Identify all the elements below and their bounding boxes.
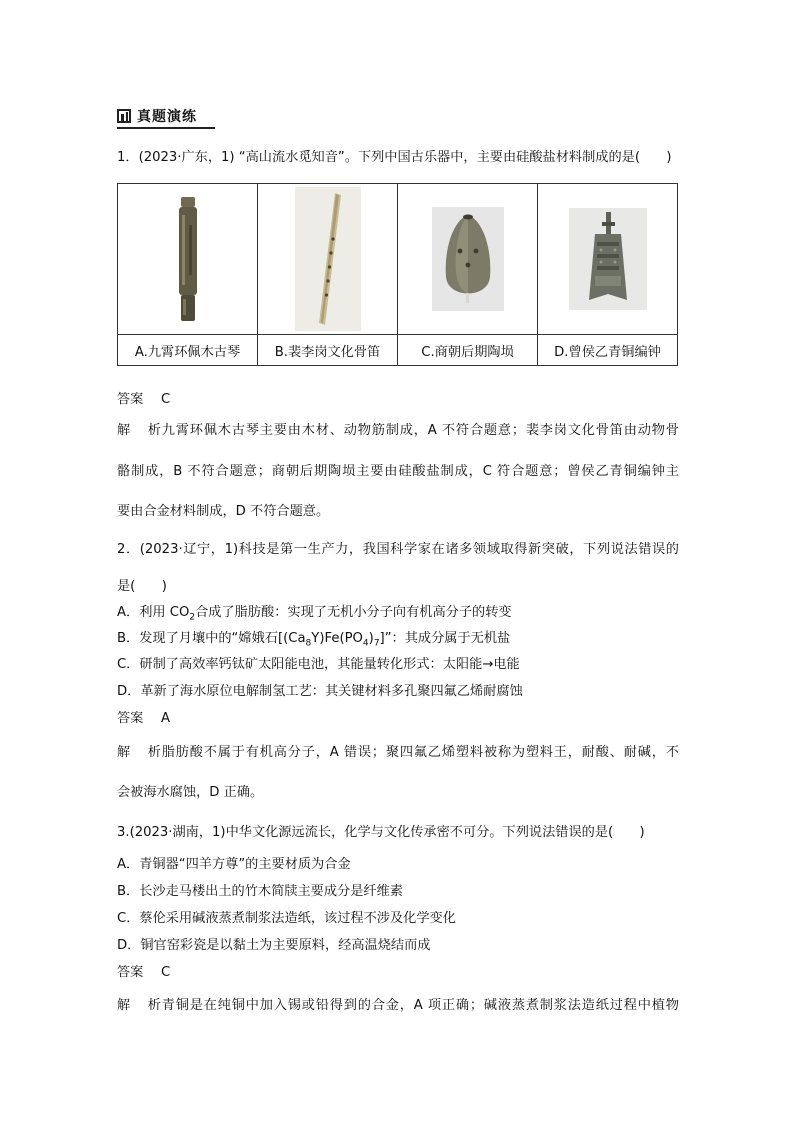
q2-option-c: C．研制了高效率钙钛矿太阳能电池，其能量转化形式：太阳能→电能 xyxy=(117,657,520,672)
q2-option-a xyxy=(117,604,512,622)
section-marker-icon xyxy=(117,109,131,123)
q1-option-a-caption: A.九霄环佩木古琴 xyxy=(118,335,258,366)
pottery-xun-image xyxy=(432,207,504,311)
q3-option-c: C．蔡伦采用碱液蒸煮制浆法造纸，该过程不涉及化学变化 xyxy=(117,911,456,926)
q2-option-d: D．革新了海水原位电解制氢工艺：其关键材料多孔聚四氟乙烯耐腐蚀 xyxy=(117,684,523,699)
section-heading xyxy=(117,104,197,128)
q1-analysis-line-3: 要由合金材料制成，D 不符合题意。 xyxy=(117,504,330,519)
guqin-image xyxy=(173,195,203,323)
q2-answer xyxy=(117,710,170,728)
q2-option-a-text-2: 合成了脂肪酸：实现了无机小分子向有机高分子的转变 xyxy=(195,605,512,620)
answer-value: A xyxy=(161,711,171,726)
q1-option-b-image-cell xyxy=(258,184,398,335)
q2-option-b-text-4: ]”：其成分属于无机盐 xyxy=(379,631,511,646)
section-underline xyxy=(117,127,215,129)
q2-option-a-subscript: 2 xyxy=(189,612,196,623)
analysis-text: 青铜是在纯铜中加入锡或铅得到的合金，A 项正确；碱液蒸煮制浆法造纸过程中植物 xyxy=(161,998,679,1013)
q2-option-b-text-1: B．发现了月壤中的“嫦娥石[(Ca xyxy=(117,631,306,646)
q2-option-a-text-1: A．利用 CO xyxy=(117,605,190,620)
q1-option-d-caption: D.曾侯乙青铜编钟 xyxy=(538,335,678,366)
answer-label: 答案 xyxy=(117,965,144,980)
section-title: 真题演练 xyxy=(137,109,197,125)
q3-answer xyxy=(117,964,170,982)
q2-option-b-subscript-2: 4 xyxy=(362,638,369,649)
q2-option-b-text-3: ) xyxy=(368,631,374,646)
q2-stem-line-2: 是( ) xyxy=(117,579,167,594)
answer-label: 答案 xyxy=(117,711,144,726)
q2-analysis-line-1 xyxy=(117,744,679,762)
q3-option-b: B．长沙走马楼出土的竹木简牍主要成分是纤维素 xyxy=(117,884,403,899)
q3-analysis-line-1 xyxy=(117,997,679,1015)
answer-label: 答案 xyxy=(117,392,144,407)
q1-option-b-caption: B.裴李岗文化骨笛 xyxy=(258,335,398,366)
q2-option-b-text-2: Y)Fe(PO xyxy=(311,631,363,646)
analysis-text: 九霄环佩木古琴主要由木材、动物筋制成，A 不符合题意；裴李岗文化骨笛由动物骨 xyxy=(161,423,679,438)
answer-value: C xyxy=(161,965,171,980)
q1-option-c-image-cell xyxy=(398,184,538,335)
q1-options-table xyxy=(117,183,678,366)
bronze-bell-image xyxy=(569,208,647,310)
analysis-label: 解析 xyxy=(117,423,161,438)
q2-option-b xyxy=(117,630,510,648)
q1-answer xyxy=(117,391,170,409)
q3-stem: 3.(2023·湖南，1)中华文化源远流长，化学与文化传承密不可分。下列说法错误的是( ) xyxy=(117,825,645,840)
q2-analysis-line-2: 会被海水腐蚀，D 正确。 xyxy=(117,785,264,800)
analysis-label: 解析 xyxy=(117,745,161,760)
q1-option-d-image-cell xyxy=(538,184,678,335)
q1-option-c-caption: C.商朝后期陶埙 xyxy=(398,335,538,366)
analysis-text: 脂肪酸不属于有机高分子，A 错误；聚四氟乙烯塑料被称为塑料王，耐酸、耐碱，不 xyxy=(161,745,679,760)
analysis-label: 解析 xyxy=(117,998,161,1013)
q1-option-a-image-cell xyxy=(118,184,258,335)
answer-value: C xyxy=(161,392,171,407)
q3-option-d: D．铜官窑彩瓷是以黏土为主要原料，经高温烧结而成 xyxy=(117,938,431,953)
q2-option-b-subscript-3: 7 xyxy=(373,638,380,649)
q2-stem-line-1: 2．(2023·辽宁，1)科技是第一生产力，我国科学家在诸多领域取得新突破，下列说法错误的 xyxy=(117,542,679,557)
bone-flute-image xyxy=(295,187,361,331)
q1-analysis-line-1 xyxy=(117,422,679,440)
q2-option-b-subscript-1: 8 xyxy=(305,638,312,649)
q1-analysis-line-2: 骼制成，B 不符合题意；商朝后期陶埙主要由硅酸盐制成，C 符合题意；曾侯乙青铜编钟主 xyxy=(117,464,679,479)
q1-stem: 1．(2023·广东，1) “高山流水觅知音”。下列中国古乐器中，主要由硅酸盐材料制成的是( ) xyxy=(117,150,672,165)
q3-option-a: A．青铜器“四羊方尊”的主要材质为合金 xyxy=(117,857,351,872)
